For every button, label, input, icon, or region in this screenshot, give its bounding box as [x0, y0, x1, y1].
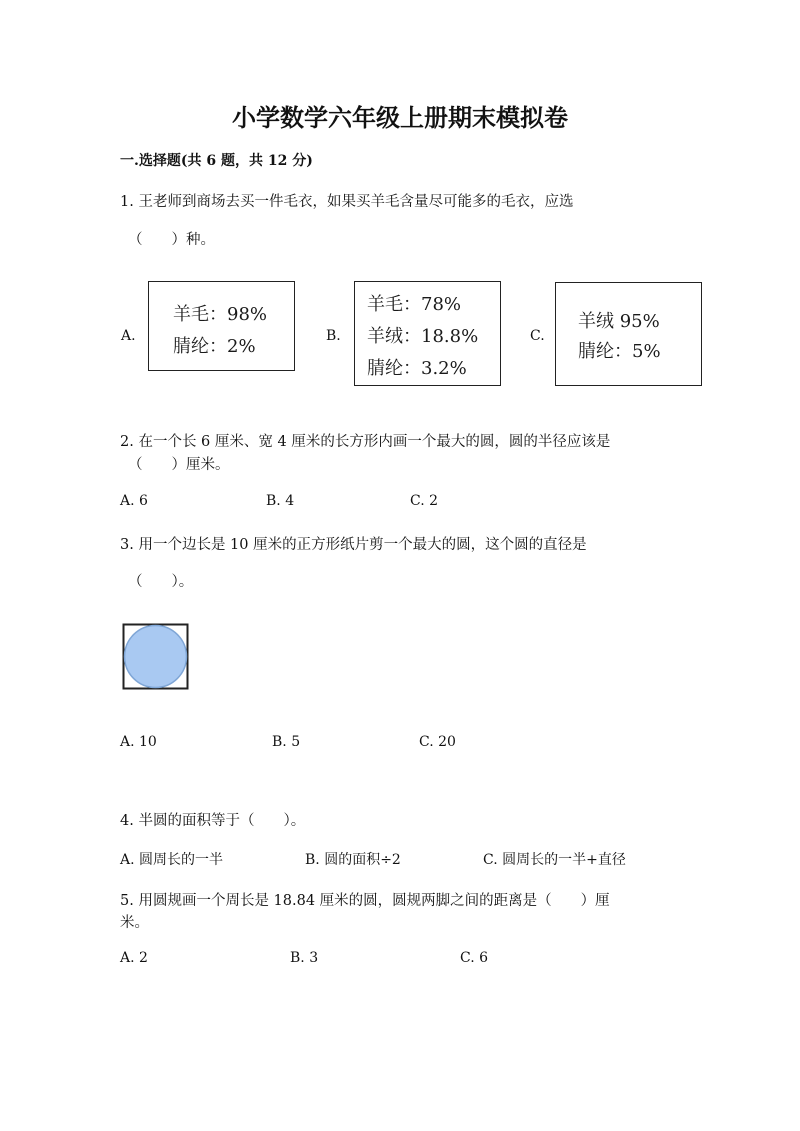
q1-option-a-box — [148, 281, 295, 371]
question-1-blank: （ ）种。 — [128, 232, 215, 248]
q1-option-b-line-2: 羊绒：18.8% — [367, 326, 479, 347]
q5-option-b: B. 3 — [290, 950, 319, 966]
square-circle-figure — [122, 623, 190, 691]
q4-option-a: A. 圆周长的一半 — [120, 852, 224, 868]
page-title: 小学数学六年级上册期末模拟卷 — [232, 104, 568, 132]
q1-option-b-box — [354, 281, 501, 386]
section-heading: 一.选择题(共 6 题，共 12 分) — [120, 153, 313, 169]
q1-option-a-line-2: 腈纶：2% — [173, 336, 256, 357]
q1-option-c-label: C. — [530, 328, 545, 344]
question-3-text: 3. 用一个边长是 10 厘米的正方形纸片剪一个最大的圆，这个圆的直径是 — [120, 537, 587, 553]
q3-option-a: A. 10 — [120, 734, 157, 750]
question-1-text: 1. 王老师到商场去买一件毛衣，如果买羊毛含量尽可能多的毛衣，应选 — [120, 194, 574, 210]
q5-option-c: C. 6 — [460, 950, 489, 966]
q1-option-b-line-3: 腈纶：3.2% — [367, 358, 467, 379]
question-2-blank: （ ）厘米。 — [128, 457, 230, 473]
q4-option-b: B. 圆的面积÷2 — [305, 852, 401, 868]
question-3-blank: （ ）。 — [128, 574, 194, 590]
q1-option-a-label: A. — [121, 328, 136, 344]
question-5-text-cont: 米。 — [120, 915, 149, 931]
question-4-text: 4. 半圆的面积等于（ ）。 — [120, 813, 306, 829]
q1-option-b-line-1: 羊毛：78% — [367, 294, 462, 315]
circle-shape — [125, 626, 187, 688]
q1-option-b-label: B. — [326, 328, 341, 344]
q2-option-c: C. 2 — [410, 493, 439, 509]
q2-option-b: B. 4 — [266, 493, 295, 509]
q2-option-a: A. 6 — [120, 493, 148, 509]
q1-option-c-box — [555, 282, 702, 386]
q1-option-a-line-1: 羊毛：98% — [173, 304, 268, 325]
q3-option-b: B. 5 — [272, 734, 301, 750]
question-2-text: 2. 在一个长 6 厘米、宽 4 厘米的长方形内画一个最大的圆，圆的半径应该是 — [120, 434, 611, 450]
q3-option-c: C. 20 — [419, 734, 456, 750]
q5-option-a: A. 2 — [120, 950, 148, 966]
q1-option-c-line-2: 腈纶：5% — [578, 341, 661, 362]
question-5-text: 5. 用圆规画一个周长是 18.84 厘米的圆，圆规两脚之间的距离是（ ）厘 — [120, 893, 610, 909]
q1-option-c-line-1: 羊绒 95% — [578, 311, 660, 332]
q4-option-c: C. 圆周长的一半+直径 — [483, 852, 626, 868]
